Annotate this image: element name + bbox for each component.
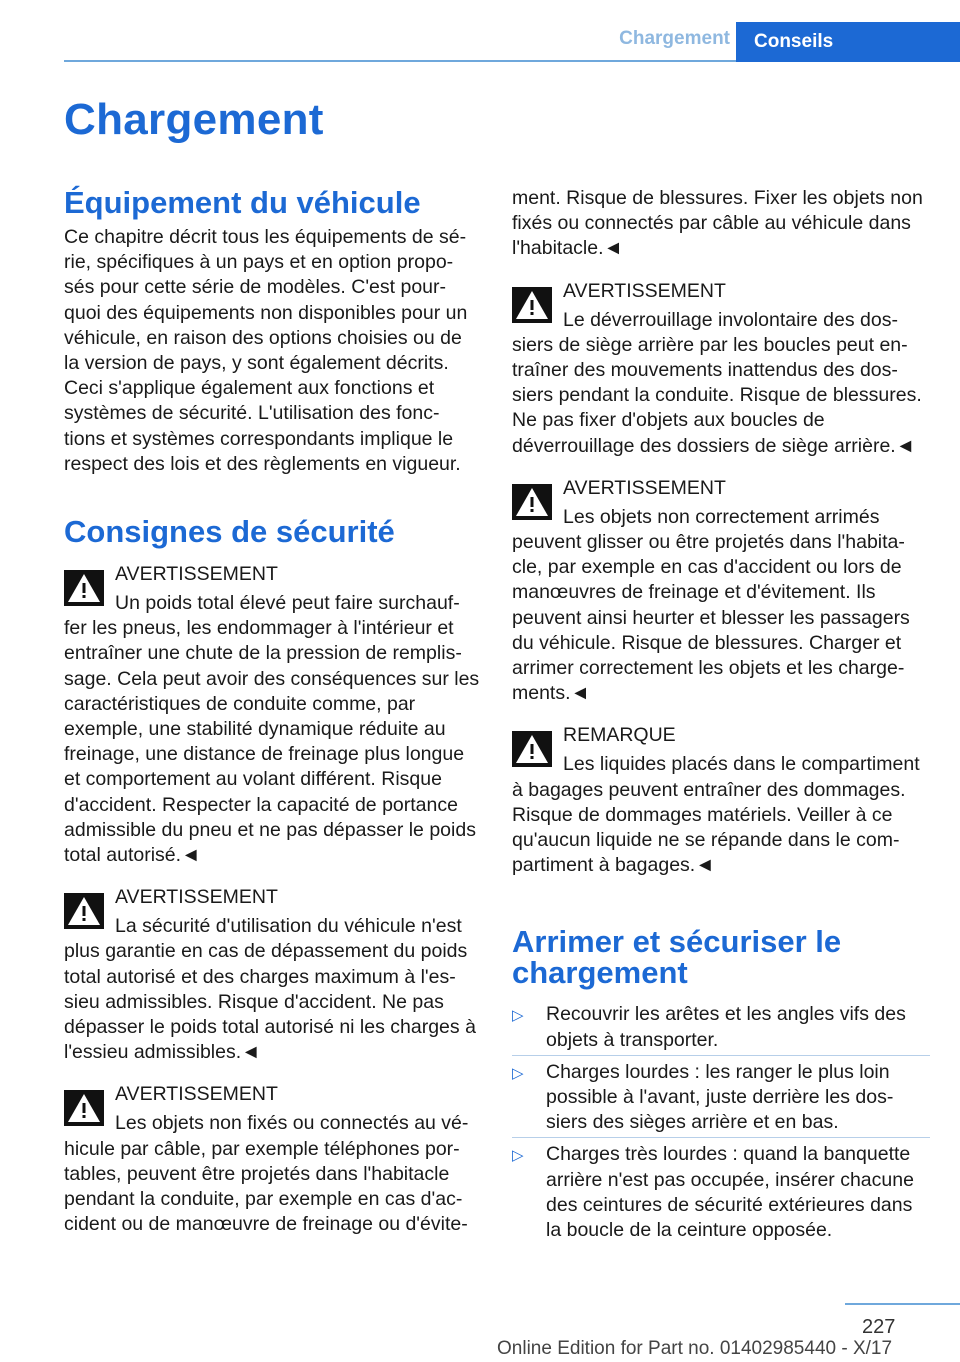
footer-rule <box>845 1303 960 1305</box>
warning-text: Un poids total élevé peut faire surchauf-fer les pneus, les endommager à l'intérieur et entraîner une chute de la pression de remplis-sage. Cela peut avoir des conséquences sur les caractéristiques de conduite comme, par exemple, une stabilité dynamique réduite au freinage, une distance de freinage plus longue et comportement au volant différent. Risque d'accident. Respecter la capacité de portance admissible du pneu et ne pas dépasser le poids total autorisé.◄ <box>64 592 480 867</box>
loading-list <box>512 1002 930 1243</box>
page-title: Chargement <box>64 95 324 144</box>
right-column <box>512 186 930 1250</box>
list-item <box>512 1060 930 1136</box>
notice-text: Les liquides placés dans le compartiment à bagages peuvent entraîner des dommages. Risque de dommages matériels. Veiller à ce qu'aucun liquide ne se répande dans le com-partiment à bagages.◄ <box>512 753 920 877</box>
notice-title: REMARQUE <box>563 724 676 747</box>
list-item-text: Recouvrir les arêtes et les angles vifs des objets à transporter. <box>546 1003 906 1051</box>
intro-paragraph: Ce chapitre décrit tous les équipements de sé-rie, spécifiques à un pays et en option propo-sés pour cette série de modèles. C'est pour-quoi des équipements non disponibles pour un véhicule, en raison des options choisies ou de la version de pays, y sont également décrits. Ceci s'applique également aux fonctions et systèmes de sécurité. L'utilisation des fonc-tions et systèmes correspondants implique le respect des lois et des règlements en vigueur. <box>64 226 468 475</box>
warning-block <box>64 885 480 1065</box>
warning-text: Les objets non correctement arrimés peuvent glisser ou être projetés dans l'habita-cle, par exemple en cas d'accident ou lors de manœuvres de freinage et d'évitement. Ils peuvent ainsi heurter et blesser les passagers du véhicule. Risque de blessures. Charger et arrimer correctement les objets et les charge-ments.◄ <box>512 505 910 705</box>
list-item-text: Charges très lourdes : quand la banquette arrière n'est pas occupée, insérer chacune des ceintures de sécurité extérieures dans la boucle de la ceinture opposée. <box>546 1143 914 1242</box>
section-heading-consignes: Consignes de sécurité <box>64 514 395 550</box>
list-item <box>512 1002 930 1052</box>
warning-block <box>64 562 480 868</box>
notice-block <box>512 723 930 878</box>
triangle-bullet-icon: ▷ <box>512 1064 524 1082</box>
warning-text: La sécurité d'utilisation du véhicule n'est plus garantie en cas de dépassement du poids total autorisé et des charges maximum à l'es-sieu admissibles. Risque d'accident. Ne pas dépasser le poids total autorisé ni les charges à l'essieu admissibles.◄ <box>64 915 476 1064</box>
divider <box>512 1137 930 1138</box>
list-item-text: Charges lourdes : les ranger le plus loin possible à l'avant, juste derrière les dos-siers des sièges arrière et en bas. <box>546 1060 894 1134</box>
divider <box>512 1055 930 1056</box>
tab-chargement[interactable]: Chargement <box>619 28 730 49</box>
warning-title: AVERTISSEMENT <box>563 476 726 499</box>
section-heading-arrimer: Arrimer et sécuriser le chargement <box>512 924 842 991</box>
warning-block <box>64 1082 480 1237</box>
warning-text: Les objets non fixés ou connectés au vé-hicule par câble, par exemple téléphones por-tables, peuvent être projetés dans l'habitacle pendant la conduite, par exemple en cas d'ac-cident ou de manœuvre de freinage ou d'évite- <box>64 1112 469 1236</box>
warning-text: Le déverrouillage involontaire des dos-siers de siège arrière par les boucles peut en-traîner des mouvements inattendus des dos-siers pendant la conduite. Risque de blessures. Ne pas fixer d'objets aux boucles de déverrouillage des dossiers de siège arrière.◄ <box>512 308 922 457</box>
warning-title: AVERTISSEMENT <box>563 279 726 302</box>
warning-block <box>512 279 930 459</box>
section-heading-equipement: Équipement du véhicule <box>64 185 421 220</box>
left-column <box>64 186 480 1255</box>
warning-block <box>512 476 930 707</box>
list-item <box>512 1142 930 1243</box>
warning-continuation: ment. Risque de blessures. Fixer les objets non fixés ou connectés par câble au véhicule dans l'habitacle.◄ <box>512 187 923 260</box>
triangle-bullet-icon: ▷ <box>512 1147 524 1165</box>
tab-conseils[interactable]: Conseils <box>736 22 960 62</box>
page-number: 227 <box>862 1316 896 1338</box>
warning-title: AVERTISSEMENT <box>115 563 278 586</box>
warning-title: AVERTISSEMENT <box>115 886 278 909</box>
triangle-bullet-icon: ▷ <box>512 1007 524 1025</box>
edition-footer: Online Edition for Part no. 01402985440 - X/17 <box>497 1338 893 1359</box>
warning-title: AVERTISSEMENT <box>115 1083 278 1106</box>
